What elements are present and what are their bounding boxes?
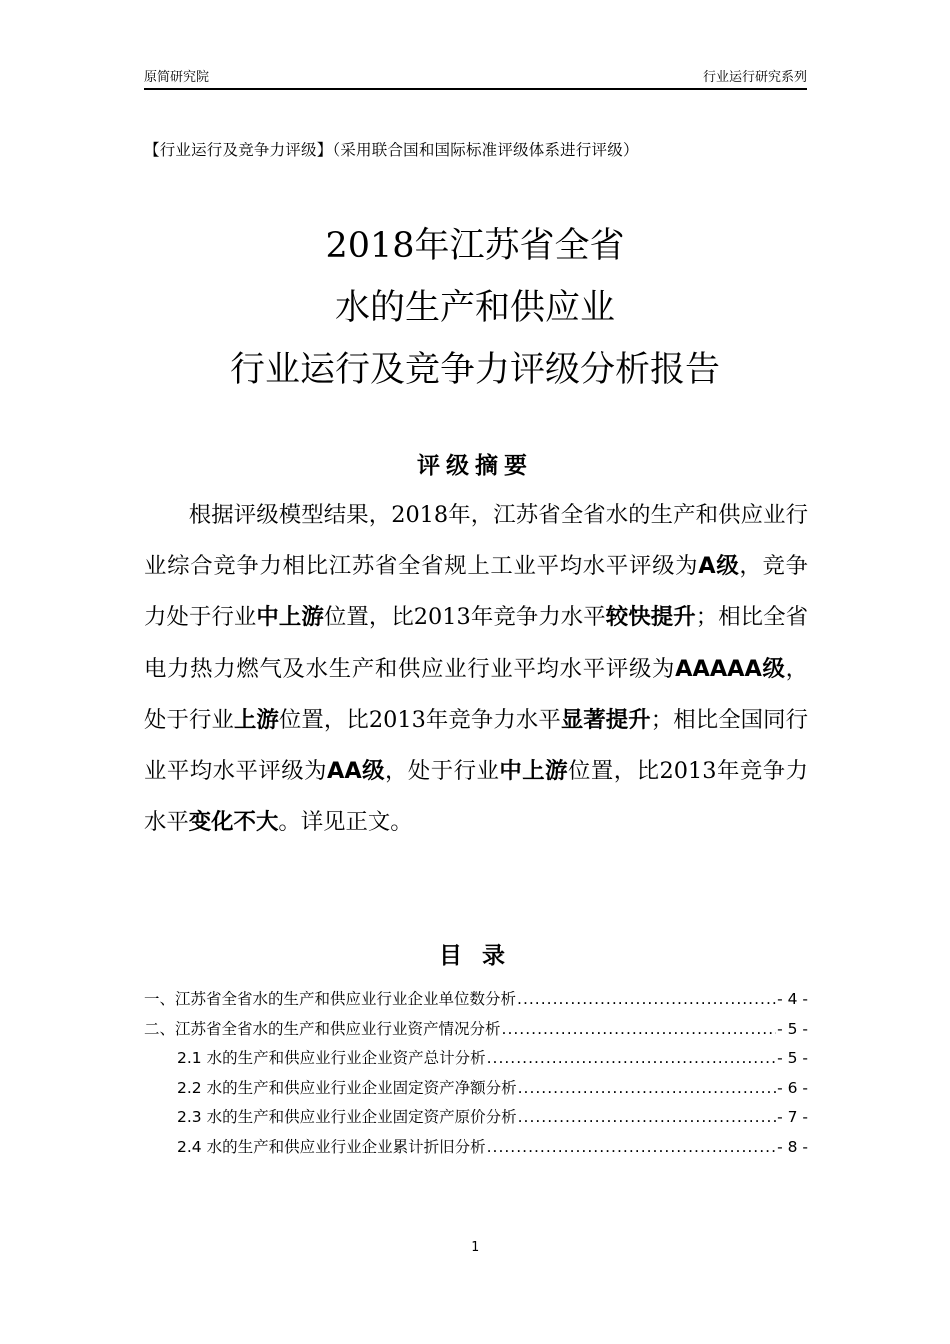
toc-item-page: - 5 - (777, 1019, 808, 1038)
toc-item[interactable] (144, 1076, 808, 1106)
summary-emphasis: 变化不大 (188, 809, 279, 836)
summary-text: 位置，比2013年竞争力水平 (144, 758, 808, 836)
table-of-contents (144, 987, 808, 1164)
toc-leader-dots (487, 1138, 777, 1156)
summary-paragraph (144, 490, 808, 848)
toc-heading: 目 录 (438, 943, 511, 969)
summary-emphasis: 中上游 (499, 758, 569, 785)
summary-text: 位置，比2013年竞争力水平 (323, 604, 606, 631)
summary-emphasis: 较快提升 (605, 604, 696, 631)
toc-item-label: 2.2 水的生产和供应业行业企业固定资产净额分析 (177, 1078, 517, 1097)
summary-text: ，处于行业 (144, 655, 808, 733)
summary-emphasis: 显著提升 (560, 706, 651, 733)
summary-emphasis: 中上游 (256, 604, 324, 631)
title-line-1: 2018年江苏省全省 (325, 226, 625, 266)
page-number: 1 (471, 1240, 479, 1255)
toc-item[interactable] (144, 987, 808, 1017)
toc-leader-dots (502, 1020, 777, 1038)
toc-item-label: 2.3 水的生产和供应业行业企业固定资产原价分析 (177, 1108, 517, 1126)
summary-text: 根据评级模型结果，2018年，江苏省全省水的生产和供应业行业综合竞争力相比江苏省全省规上工业平均水平评级为 (144, 502, 808, 580)
toc-leader-dots (517, 990, 776, 1008)
toc-item[interactable] (144, 1017, 808, 1047)
summary-emphasis: AA级 (327, 758, 386, 785)
toc-leader-dots (518, 1079, 777, 1097)
toc-item-page: - 7 - (777, 1108, 808, 1126)
toc-item[interactable] (144, 1105, 808, 1135)
toc-item-label: 2.1 水的生产和供应业行业企业资产总计分析 (177, 1049, 486, 1067)
toc-leader-dots (518, 1108, 777, 1126)
toc-item-page: - 8 - (777, 1137, 808, 1156)
summary-emphasis: 上游 (233, 706, 279, 733)
page-header (144, 66, 807, 90)
toc-item-page: - 6 - (777, 1078, 808, 1097)
toc-item-page: - 5 - (777, 1049, 808, 1067)
toc-item-label: 一、江苏省全省水的生产和供应业行业企业单位数分析 (144, 990, 517, 1008)
toc-item[interactable] (144, 1046, 808, 1076)
header-organization: 原简研究院 (144, 70, 210, 85)
toc-item-label: 二、江苏省全省水的生产和供应业行业资产情况分析 (144, 1019, 501, 1038)
title-line-2: 水的生产和供应业 (334, 288, 615, 328)
summary-emphasis: AAAAA级 (675, 655, 786, 682)
summary-text: ，竞争力处于行业 (144, 553, 809, 631)
header-series: 行业运行研究系列 (702, 70, 807, 85)
summary-text: 位置，比2013年竞争力水平 (278, 706, 561, 733)
summary-heading: 评级摘要 (417, 453, 533, 479)
report-tagline: 【行业运行及竞争力评级】（采用联合国和国际标准评级体系进行评级） (144, 141, 639, 159)
toc-item-page: - 4 - (777, 990, 808, 1008)
summary-text: ；相比全省电力热力燃气及水生产和供应业行业平均水平评级为 (144, 604, 809, 682)
summary-text: ，处于行业 (385, 758, 500, 785)
toc-item[interactable] (144, 1135, 808, 1165)
summary-text: ；相比全国同行业平均水平评级为 (144, 706, 809, 785)
toc-item-label: 2.4 水的生产和供应业行业企业累计折旧分析 (177, 1137, 486, 1156)
toc-leader-dots (487, 1049, 777, 1067)
summary-emphasis: A级 (698, 553, 740, 580)
title-line-3: 行业运行及竞争力评级分析报告 (229, 350, 720, 390)
summary-text: 。详见正文。 (278, 809, 413, 836)
